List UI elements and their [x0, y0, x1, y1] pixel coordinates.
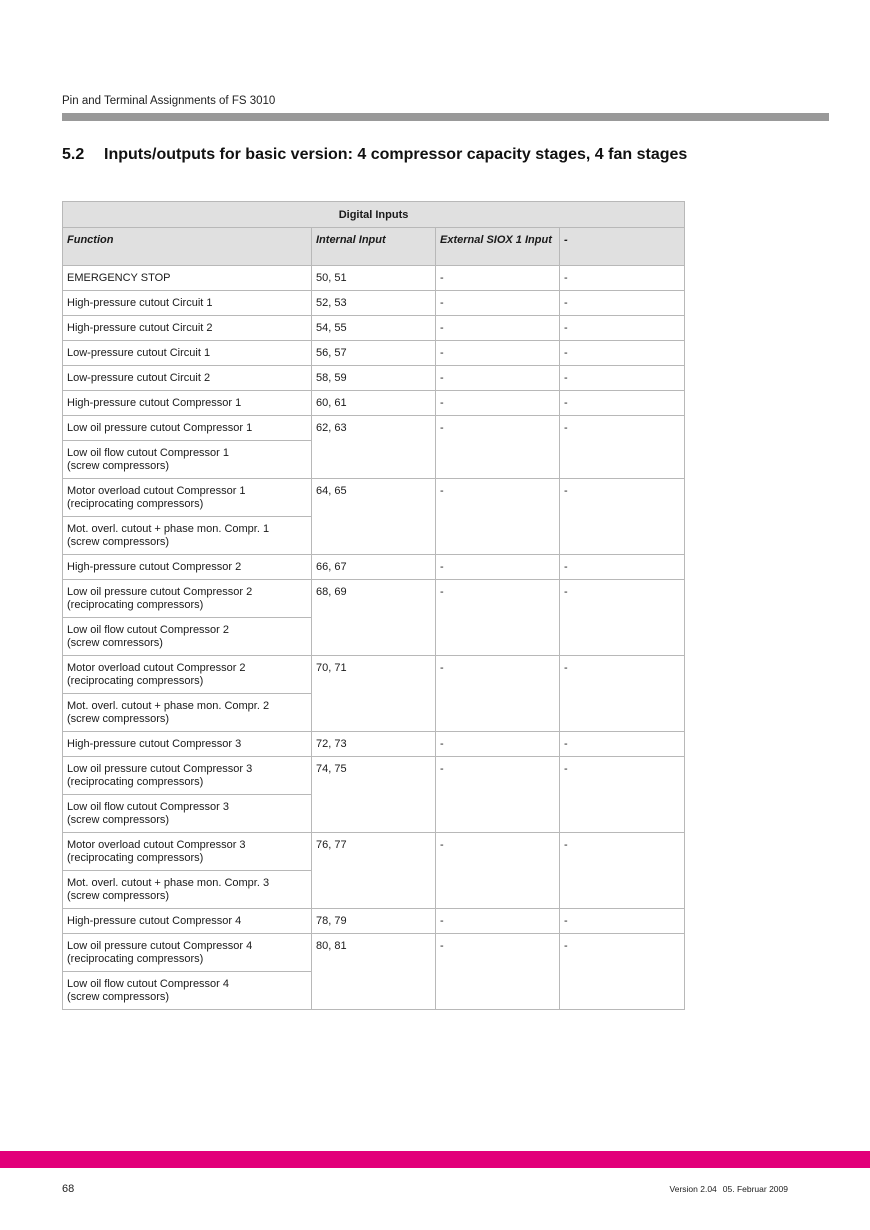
function-cell: Low oil flow cutout Compressor 4 (screw compressors)	[63, 972, 312, 1010]
external-input-cell: -	[436, 366, 560, 391]
function-cell: High-pressure cutout Circuit 2	[63, 316, 312, 341]
function-cell: Low oil flow cutout Compressor 2 (screw comressors)	[63, 618, 312, 656]
external-input-cell: -	[436, 580, 560, 656]
extra-cell: -	[560, 555, 685, 580]
internal-input-cell: 60, 61	[312, 391, 436, 416]
table-title: Digital Inputs	[63, 202, 685, 228]
function-cell: Low oil flow cutout Compressor 3 (screw compressors)	[63, 795, 312, 833]
extra-cell: -	[560, 291, 685, 316]
internal-input-cell: 70, 71	[312, 656, 436, 732]
function-cell: Motor overload cutout Compressor 1 (reciprocating compressors)	[63, 479, 312, 517]
header-rule	[62, 113, 829, 121]
column-header-function: Function	[63, 228, 312, 266]
table-row	[63, 416, 685, 441]
function-cell: High-pressure cutout Compressor 2	[63, 555, 312, 580]
external-input-cell: -	[436, 416, 560, 479]
function-cell: Motor overload cutout Compressor 2 (reciprocating compressors)	[63, 656, 312, 694]
table-row	[63, 391, 685, 416]
external-input-cell: -	[436, 316, 560, 341]
function-cell: Low oil pressure cutout Compressor 2 (reciprocating compressors)	[63, 580, 312, 618]
extra-cell: -	[560, 366, 685, 391]
table-row	[63, 909, 685, 934]
section-heading	[62, 146, 687, 164]
external-input-cell: -	[436, 757, 560, 833]
table-row	[63, 291, 685, 316]
function-cell: Motor overload cutout Compressor 3 (reciprocating compressors)	[63, 833, 312, 871]
internal-input-cell: 62, 63	[312, 416, 436, 479]
external-input-cell: -	[436, 909, 560, 934]
internal-input-cell: 68, 69	[312, 580, 436, 656]
external-input-cell: -	[436, 934, 560, 1010]
function-cell: EMERGENCY STOP	[63, 266, 312, 291]
function-cell: High-pressure cutout Compressor 1	[63, 391, 312, 416]
table-row	[63, 316, 685, 341]
extra-cell: -	[560, 391, 685, 416]
external-input-cell: -	[436, 291, 560, 316]
version-date: 05. Februar 2009	[722, 1184, 788, 1194]
external-input-cell: -	[436, 833, 560, 909]
function-cell: Low oil pressure cutout Compressor 4 (reciprocating compressors)	[63, 934, 312, 972]
function-cell: High-pressure cutout Circuit 1	[63, 291, 312, 316]
external-input-cell: -	[436, 656, 560, 732]
function-cell: Low oil flow cutout Compressor 1 (screw compressors)	[63, 441, 312, 479]
extra-cell: -	[560, 833, 685, 909]
extra-cell: -	[560, 416, 685, 479]
external-input-cell: -	[436, 555, 560, 580]
function-cell: Mot. overl. cutout + phase mon. Compr. 2 (screw compressors)	[63, 694, 312, 732]
function-cell: Low oil pressure cutout Compressor 1	[63, 416, 312, 441]
table-row	[63, 757, 685, 795]
table-row	[63, 341, 685, 366]
internal-input-cell: 58, 59	[312, 366, 436, 391]
extra-cell: -	[560, 479, 685, 555]
table-row	[63, 479, 685, 517]
extra-cell: -	[560, 341, 685, 366]
function-cell: Low oil pressure cutout Compressor 3 (reciprocating compressors)	[63, 757, 312, 795]
extra-cell: -	[560, 266, 685, 291]
section-title-text: Inputs/outputs for basic version: 4 compressor capacity stages, 4 fan stages	[104, 146, 688, 163]
table-row	[63, 366, 685, 391]
internal-input-cell: 50, 51	[312, 266, 436, 291]
table-row	[63, 555, 685, 580]
page-number: 68	[62, 1183, 75, 1195]
function-cell: Low-pressure cutout Circuit 2	[63, 366, 312, 391]
internal-input-cell: 80, 81	[312, 934, 436, 1010]
section-number: 5.2	[62, 146, 85, 163]
table-row	[63, 656, 685, 694]
internal-input-cell: 78, 79	[312, 909, 436, 934]
internal-input-cell: 56, 57	[312, 341, 436, 366]
extra-cell: -	[560, 656, 685, 732]
internal-input-cell: 72, 73	[312, 732, 436, 757]
function-cell: Mot. overl. cutout + phase mon. Compr. 1 (screw compressors)	[63, 517, 312, 555]
external-input-cell: -	[436, 391, 560, 416]
table-row	[63, 934, 685, 972]
external-input-cell: -	[436, 732, 560, 757]
external-input-cell: -	[436, 266, 560, 291]
version-info	[670, 1184, 788, 1194]
function-cell: Mot. overl. cutout + phase mon. Compr. 3 (screw compressors)	[63, 871, 312, 909]
column-header-external-input: External SIOX 1 Input	[436, 228, 560, 266]
table-row	[63, 580, 685, 618]
extra-cell: -	[560, 909, 685, 934]
running-header: Pin and Terminal Assignments of FS 3010	[62, 95, 276, 107]
internal-input-cell: 76, 77	[312, 833, 436, 909]
external-input-cell: -	[436, 479, 560, 555]
internal-input-cell: 74, 75	[312, 757, 436, 833]
column-header-internal-input: Internal Input	[312, 228, 436, 266]
digital-inputs-table	[62, 201, 685, 1010]
version-label: Version 2.04	[669, 1184, 717, 1194]
internal-input-cell: 52, 53	[312, 291, 436, 316]
column-header-extra: -	[560, 228, 685, 266]
table-row	[63, 732, 685, 757]
extra-cell: -	[560, 316, 685, 341]
extra-cell: -	[560, 732, 685, 757]
function-cell: Low-pressure cutout Circuit 1	[63, 341, 312, 366]
internal-input-cell: 66, 67	[312, 555, 436, 580]
extra-cell: -	[560, 934, 685, 1010]
function-cell: High-pressure cutout Compressor 3	[63, 732, 312, 757]
function-cell: High-pressure cutout Compressor 4	[63, 909, 312, 934]
footer-bar	[0, 1151, 870, 1168]
external-input-cell: -	[436, 341, 560, 366]
internal-input-cell: 54, 55	[312, 316, 436, 341]
extra-cell: -	[560, 580, 685, 656]
internal-input-cell: 64, 65	[312, 479, 436, 555]
table-row	[63, 833, 685, 871]
extra-cell: -	[560, 757, 685, 833]
table-row	[63, 266, 685, 291]
